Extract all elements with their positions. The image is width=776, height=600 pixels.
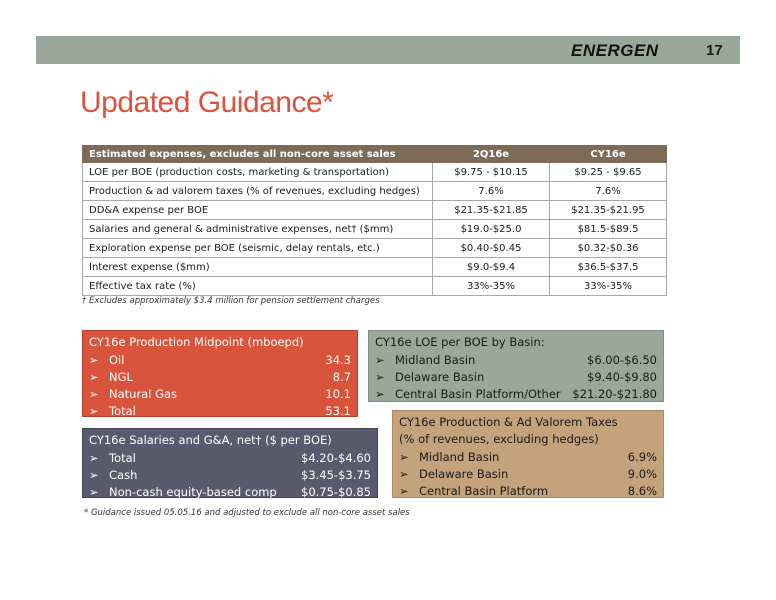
item-value: $9.40-$9.80 [587,370,657,384]
column-header: 2Q16e [433,146,550,163]
item-label: Midland Basin [395,353,476,367]
arrow-bullet-icon: ➢ [89,370,99,384]
cell-value: $0.40-$0.45 [433,239,550,258]
cell-value: $21.35-$21.85 [433,201,550,220]
item-value: 6.9% [627,450,657,464]
box-title: CY16e LOE per BOE by Basin: [375,335,545,349]
arrow-bullet-icon: ➢ [89,451,99,465]
item-value: $6.00-$6.50 [587,353,657,367]
arrow-bullet-icon: ➢ [399,450,409,464]
item-label: Delaware Basin [395,370,485,384]
item-value: 53.1 [325,404,351,418]
table-header-row [83,146,667,163]
item-label: Oil [109,353,125,367]
cell-value: 33%-35% [433,277,550,296]
list-item [89,484,371,501]
arrow-bullet-icon: ➢ [375,370,385,384]
item-value: 10.1 [325,387,351,401]
list-item [399,483,657,500]
column-header: CY16e [550,146,667,163]
arrow-bullet-icon: ➢ [399,484,409,498]
table-row [83,220,667,239]
cell-value: $0.32-$0.36 [550,239,667,258]
item-value: $3.45-$3.75 [301,468,371,482]
item-label: Central Basin Platform [419,484,549,498]
production-taxes-box [392,410,664,498]
row-label: Effective tax rate (%) [83,277,433,296]
cell-value: $21.35-$21.95 [550,201,667,220]
item-value: 9.0% [627,467,657,481]
box-subtitle: (% of revenues, excluding hedges) [399,432,599,446]
cell-value: $19.0-$25.0 [433,220,550,239]
arrow-bullet-icon: ➢ [89,387,99,401]
guidance-footnote: * Guidance issued 05.05.16 and adjusted to exclude all non-core asset sales [84,508,410,518]
item-label: Midland Basin [419,450,500,464]
cell-value: 33%-35% [550,277,667,296]
row-label: LOE per BOE (production costs, marketing & transportation) [83,163,433,182]
row-label: DD&A expense per BOE [83,201,433,220]
list-item [375,386,657,403]
pension-footnote: † Excludes approximately $3.4 million for pension settlement charges [82,296,380,306]
page-title: Updated Guidance* [80,86,334,119]
row-label: Exploration expense per BOE (seismic, delay rentals, etc.) [83,239,433,258]
salaries-ga-box [82,428,378,498]
item-label: Delaware Basin [419,467,509,481]
item-value: $4.20-$4.60 [301,451,371,465]
box-title: CY16e Production Midpoint (mboepd) [89,335,304,349]
item-label: Total [109,404,136,418]
arrow-bullet-icon: ➢ [89,485,99,499]
arrow-bullet-icon: ➢ [375,387,385,401]
page-number: 17 [706,42,723,59]
box-title: CY16e Production & Ad Valorem Taxes [399,415,618,429]
item-value: 8.6% [627,484,657,498]
table-row [83,277,667,296]
list-item [89,403,351,420]
cell-value: $81.5-$89.5 [550,220,667,239]
list-item [89,352,351,369]
arrow-bullet-icon: ➢ [89,468,99,482]
item-value: $21.20-$21.80 [572,387,657,401]
guidance-table [82,145,667,296]
row-label: Production & ad valorem taxes (% of revenues, excluding hedges) [83,182,433,201]
arrow-bullet-icon: ➢ [89,353,99,367]
list-item [375,369,657,386]
box-title: CY16e Salaries and G&A, net† ($ per BOE) [89,433,332,447]
table-row [83,258,667,277]
list-item [89,386,351,403]
row-label: Interest expense ($mm) [83,258,433,277]
cell-value: $9.75 - $10.15 [433,163,550,182]
production-midpoint-box [82,330,358,417]
item-label: Cash [109,468,138,482]
cell-value: 7.6% [433,182,550,201]
cell-value: $9.25 - $9.65 [550,163,667,182]
table-row [83,201,667,220]
list-item [89,467,371,484]
arrow-bullet-icon: ➢ [375,353,385,367]
row-label: Salaries and general & administrative expenses, net† ($mm) [83,220,433,239]
column-header: Estimated expenses, excludes all non-core asset sales [83,146,433,163]
cell-value: $36.5-$37.5 [550,258,667,277]
item-label: NGL [109,370,133,384]
item-label: Total [109,451,136,465]
table-row [83,182,667,201]
list-item [399,449,657,466]
table-row [83,163,667,182]
loe-by-basin-box [368,330,664,402]
arrow-bullet-icon: ➢ [399,467,409,481]
list-item [89,450,371,467]
arrow-bullet-icon: ➢ [89,404,99,418]
list-item [399,466,657,483]
logo-text: ENERGEN [571,41,659,59]
item-value: 8.7 [332,370,351,384]
list-item [375,352,657,369]
table-row [83,239,667,258]
cell-value: 7.6% [550,182,667,201]
item-label: Non-cash equity-based comp [109,485,277,499]
item-label: Central Basin Platform/Other [395,387,561,401]
energen-logo [571,41,679,59]
item-value: $0.75-$0.85 [301,485,371,499]
item-label: Natural Gas [109,387,178,401]
list-item [89,369,351,386]
item-value: 34.3 [325,353,351,367]
cell-value: $9.0-$9.4 [433,258,550,277]
